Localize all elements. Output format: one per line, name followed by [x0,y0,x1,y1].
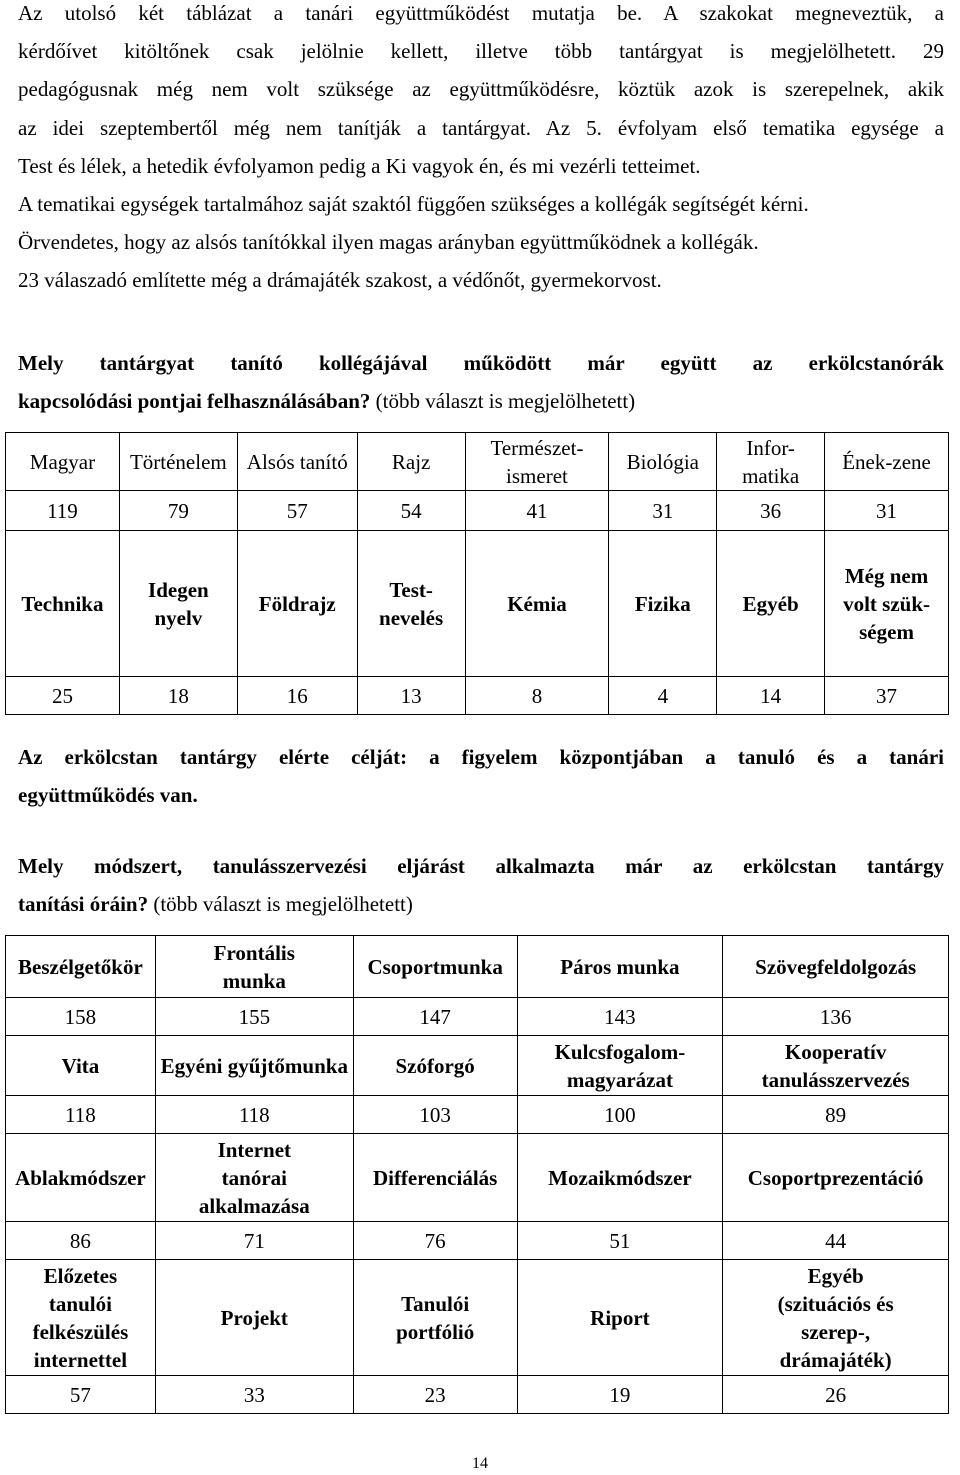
table-cell-value: 8 [465,677,609,715]
table-cell-method: Szövegfeldolgozás [723,936,949,998]
table-cell-value: 19 [517,1376,723,1414]
statement-line2: együttműködés van. [18,783,198,807]
table-cell-value: 147 [353,998,517,1036]
table-cell-method: Egyéb (szituációs és szerep-, drámajáték) [723,1260,949,1376]
table-cell-value: 100 [517,1096,723,1134]
page-number: 14 [472,1455,488,1472]
table-cell-value: 118 [155,1096,353,1134]
table1-header-row-1 [6,433,949,491]
table-cell-subject: Alsós tanító [237,433,357,491]
table-cell-subject: Történelem [119,433,237,491]
table-cell-method: Vita [6,1036,156,1096]
table-cell-value: 23 [353,1376,517,1414]
intro-line: Örvendetes, hogy az alsós tanítókkal ilyen magas arányban együttműködnek a kollégák. [18,230,759,255]
table1-header-row-2 [6,531,949,677]
table-cell-method: Előzetes tanulói felkészülés internettel [6,1260,156,1376]
table-cell-value: 16 [237,677,357,715]
question-1-bold: kapcsolódási pontjai felhasználásában? [18,389,371,413]
table-cell-subject: Még nem volt szük-ségem [825,531,949,677]
table-cell-method: Csoportmunka [353,936,517,998]
table2-value-row [6,1096,949,1134]
table-cell-value: 36 [717,491,825,531]
table-cell-value: 26 [723,1376,949,1414]
table2-header-row [6,1260,949,1376]
question-1-line2 [18,382,944,420]
table-cell-method: Differenciálás [353,1134,517,1222]
table-cell-subject: Test-nevelés [357,531,465,677]
table-cell-value: 31 [825,491,949,531]
methods-table [5,935,949,1414]
table1-value-row-1 [6,491,949,531]
table-cell-value: 31 [609,491,717,531]
question-2-line2 [18,885,944,923]
table-cell-value: 4 [609,677,717,715]
question-1 [18,344,944,420]
table-cell-method: Internet tanórai alkalmazása [155,1134,353,1222]
table-cell-method: Ablakmódszer [6,1134,156,1222]
table-cell-method: Projekt [155,1260,353,1376]
intro-line: Test és lélek, a hetedik évfolyamon pedig a Ki vagyok én, és mi vezérli tetteimet. [18,153,701,178]
table-cell-method: Beszélgetőkör [6,936,156,998]
table-cell-subject: Földrajz [237,531,357,677]
table2-value-row [6,1376,949,1414]
table1-value-row-2 [6,677,949,715]
table-cell-value: 143 [517,998,723,1036]
table-cell-method: Mozaikmódszer [517,1134,723,1222]
table-cell-subject: Rajz [357,433,465,491]
table2-header-row [6,1134,949,1222]
table-cell-value: 155 [155,998,353,1036]
table-cell-value: 33 [155,1376,353,1414]
table2-header-row [6,936,949,998]
table-cell-method: Szóforgó [353,1036,517,1096]
table-cell-value: 119 [6,491,120,531]
table-cell-value: 136 [723,998,949,1036]
table-cell-method: Kooperatív tanulásszervezés [723,1036,949,1096]
question-1-line1: Mely tantárgyat tanító kollégájával működött már együtt az erkölcstanórák [18,351,944,375]
statement-line1: Az erkölcstan tantárgy elérte célját: a figyelem központjában a tanuló és a tanári [18,745,944,769]
intro-line: az idei szeptembertől még nem tanítják a tantárgyat. Az 5. évfolyam első tematika egysége a [18,115,944,140]
table-cell-value: 44 [723,1222,949,1260]
table-cell-value: 158 [6,998,156,1036]
collaboration-table [5,432,949,715]
table-cell-value: 103 [353,1096,517,1134]
table-cell-value: 41 [465,491,609,531]
table-cell-subject: Idegen nyelv [119,531,237,677]
intro-line: pedagógusnak még nem volt szüksége az együttműködésre, köztük azok is szerepelnek, akik [18,77,944,102]
table-cell-subject: Ének-zene [825,433,949,491]
table-cell-value: 57 [6,1376,156,1414]
intro-line: 23 válaszadó említette még a drámajáték szakost, a védőnőt, gyermekorvost. [18,268,662,293]
table-cell-subject: Egyéb [717,531,825,677]
table-cell-method: Csoportprezentáció [723,1134,949,1222]
table-cell-method: Frontális munka [155,936,353,998]
table-cell-method: Tanulói portfólió [353,1260,517,1376]
intro-line: Az utolsó két táblázat a tanári együttműködést mutatja be. A szakokat megneveztük, a [18,1,944,25]
table-cell-value: 57 [237,491,357,531]
table-cell-subject: Kémia [465,531,609,677]
table-cell-method: Páros munka [517,936,723,998]
table-cell-value: 79 [119,491,237,531]
table-cell-value: 14 [717,677,825,715]
table-cell-value: 71 [155,1222,353,1260]
table-cell-method: Kulcsfogalom-magyarázat [517,1036,723,1096]
table-cell-value: 51 [517,1222,723,1260]
table2-value-row [6,998,949,1036]
statement [18,738,944,814]
table-cell-subject: Biológia [609,433,717,491]
intro-line: kérdőívet kitöltőnek csak jelölnie kellett, illetve több tantárgyat is megjelölhetett. 29 [18,39,944,64]
table-cell-value: 25 [6,677,120,715]
table-cell-value: 86 [6,1222,156,1260]
intro-paragraph [18,0,944,300]
table-cell-method: Riport [517,1260,723,1376]
table-cell-method: Egyéni gyűjtőmunka [155,1036,353,1096]
table-cell-value: 89 [723,1096,949,1134]
table-cell-value: 76 [353,1222,517,1260]
table-cell-value: 118 [6,1096,156,1134]
question-2 [18,847,944,923]
question-2-bold: tanítási óráin? [18,892,149,916]
table-cell-subject: Természet-ismeret [465,433,609,491]
question-2-note: (több választ is megjelölhetett) [148,892,413,916]
table-cell-value: 37 [825,677,949,715]
question-1-note: (több választ is megjelölhetett) [370,389,636,413]
table-cell-subject: Technika [6,531,120,677]
intro-line: A tematikai egységek tartalmához saját szaktól függően szükséges a kollégák segítségét kérni. [18,191,809,216]
question-2-line1: Mely módszert, tanulásszervezési eljárást alkalmazta már az erkölcstan tantárgy [18,854,944,878]
table-cell-value: 13 [357,677,465,715]
table2-header-row [6,1036,949,1096]
table-cell-value: 18 [119,677,237,715]
table-cell-subject: Infor-matika [717,433,825,491]
table2-value-row [6,1222,949,1260]
table-cell-value: 54 [357,491,465,531]
table-cell-subject: Fizika [609,531,717,677]
table-cell-subject: Magyar [6,433,120,491]
